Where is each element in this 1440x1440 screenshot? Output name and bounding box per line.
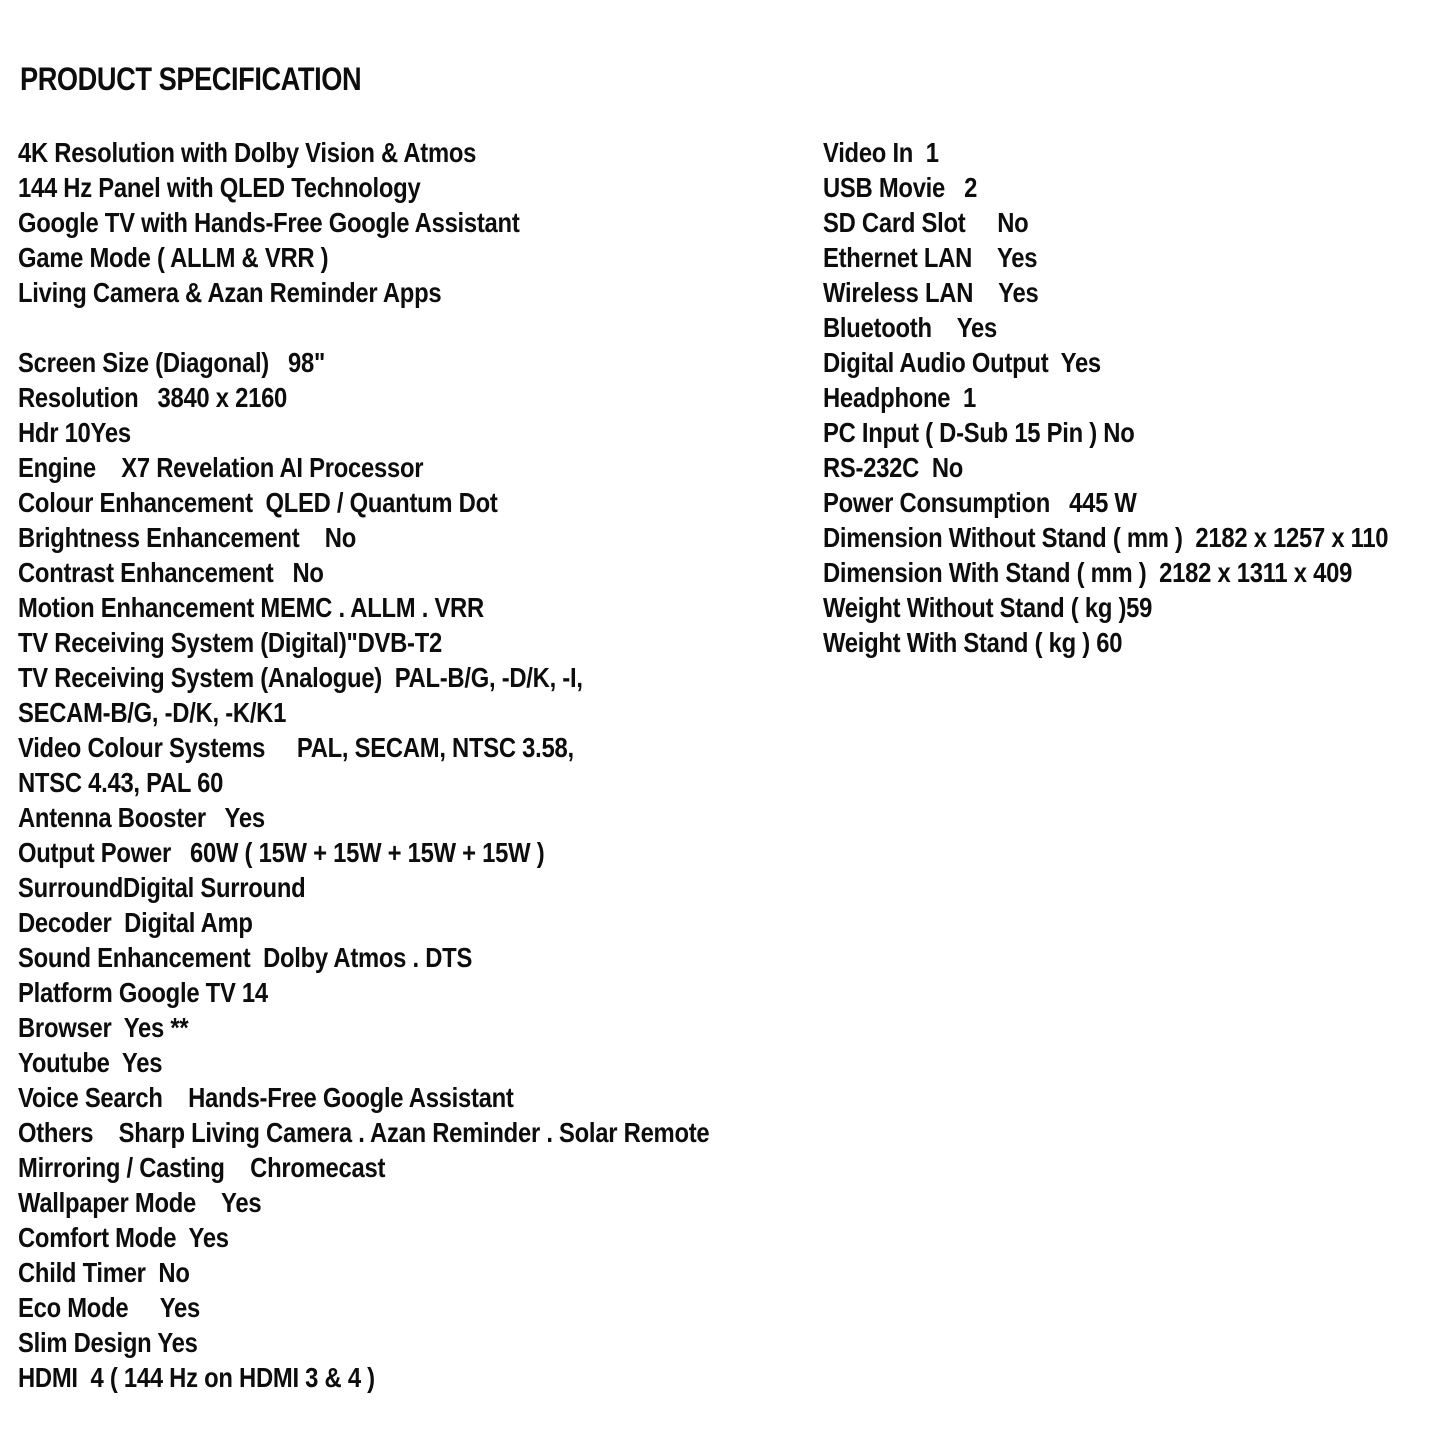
spec-line: HDMI 4 ( 144 Hz on HDMI 3 & 4 ) xyxy=(18,1362,375,1393)
spec-line: Hdr 10Yes xyxy=(18,417,131,448)
spec-line: Colour Enhancement QLED / Quantum Dot xyxy=(18,487,498,518)
spec-line: Video Colour Systems PAL, SECAM, NTSC 3.58, xyxy=(18,732,574,763)
spec-line: Child Timer No xyxy=(18,1257,190,1288)
spec-line: Resolution 3840 x 2160 xyxy=(18,382,288,413)
spec-line: Platform Google TV 14 xyxy=(18,977,268,1008)
spec-line: Voice Search Hands-Free Google Assistant xyxy=(18,1082,514,1113)
spec-line: SECAM-B/G, -D/K, -K/K1 xyxy=(18,697,287,728)
spec-line: SurroundDigital Surround xyxy=(18,872,306,903)
page-title: PRODUCT SPECIFICATION xyxy=(20,61,362,97)
spec-line: Contrast Enhancement No xyxy=(18,557,324,588)
spec-line: Decoder Digital Amp xyxy=(18,907,253,938)
spec-line: SD Card Slot No xyxy=(823,207,1029,238)
spec-line: Slim Design Yes xyxy=(18,1327,198,1358)
spec-line: Others Sharp Living Camera . Azan Reminder . Solar Remote xyxy=(18,1117,710,1148)
spec-line: RS-232C No xyxy=(823,452,964,483)
right-column xyxy=(823,135,1388,660)
spec-line: PC Input ( D-Sub 15 Pin ) No xyxy=(823,417,1135,448)
spec-line: NTSC 4.43, PAL 60 xyxy=(18,767,224,798)
spec-line: Antenna Booster Yes xyxy=(18,802,265,833)
spec-line: Wireless LAN Yes xyxy=(823,277,1039,308)
spec-line: Living Camera & Azan Reminder Apps xyxy=(18,277,442,308)
spec-line: Power Consumption 445 W xyxy=(823,487,1137,518)
spec-line: TV Receiving System (Digital)"DVB-T2 xyxy=(18,627,442,658)
spec-line: Mirroring / Casting Chromecast xyxy=(18,1152,386,1183)
spec-line xyxy=(18,310,709,345)
spec-line: Sound Enhancement Dolby Atmos . DTS xyxy=(18,942,473,973)
spec-line: Browser Yes ** xyxy=(18,1012,189,1043)
spec-line: Eco Mode Yes xyxy=(18,1292,200,1323)
spec-line: Weight Without Stand ( kg )59 xyxy=(823,592,1153,623)
spec-line: Digital Audio Output Yes xyxy=(823,347,1101,378)
spec-line: Dimension Without Stand ( mm ) 2182 x 1257 x 110 xyxy=(823,522,1389,553)
spec-line: Brightness Enhancement No xyxy=(18,522,357,553)
spec-line: USB Movie 2 xyxy=(823,172,978,203)
spec-line: Weight With Stand ( kg ) 60 xyxy=(823,627,1123,658)
spec-line: Motion Enhancement MEMC . ALLM . VRR xyxy=(18,592,484,623)
spec-line: Dimension With Stand ( mm ) 2182 x 1311 x 409 xyxy=(823,557,1353,588)
spec-line: Bluetooth Yes xyxy=(823,312,998,343)
spec-line: Google TV with Hands-Free Google Assistant xyxy=(18,207,520,238)
spec-line: Youtube Yes xyxy=(18,1047,163,1078)
spec-line: 4K Resolution with Dolby Vision & Atmos xyxy=(18,137,477,168)
spec-line: Comfort Mode Yes xyxy=(18,1222,229,1253)
spec-line: Ethernet LAN Yes xyxy=(823,242,1038,273)
spec-line: Wallpaper Mode Yes xyxy=(18,1187,262,1218)
spec-line: Video In 1 xyxy=(823,137,939,168)
spec-line: Game Mode ( ALLM & VRR ) xyxy=(18,242,329,273)
spec-line: TV Receiving System (Analogue) PAL-B/G, -D/K, -I, xyxy=(18,662,583,693)
spec-line: 144 Hz Panel with QLED Technology xyxy=(18,172,421,203)
spec-line: Headphone 1 xyxy=(823,382,976,413)
spec-line: Screen Size (Diagonal) 98" xyxy=(18,347,326,378)
spec-line: Output Power 60W ( 15W + 15W + 15W + 15W ) xyxy=(18,837,545,868)
left-column xyxy=(18,135,709,1395)
spec-line: Engine X7 Revelation AI Processor xyxy=(18,452,424,483)
